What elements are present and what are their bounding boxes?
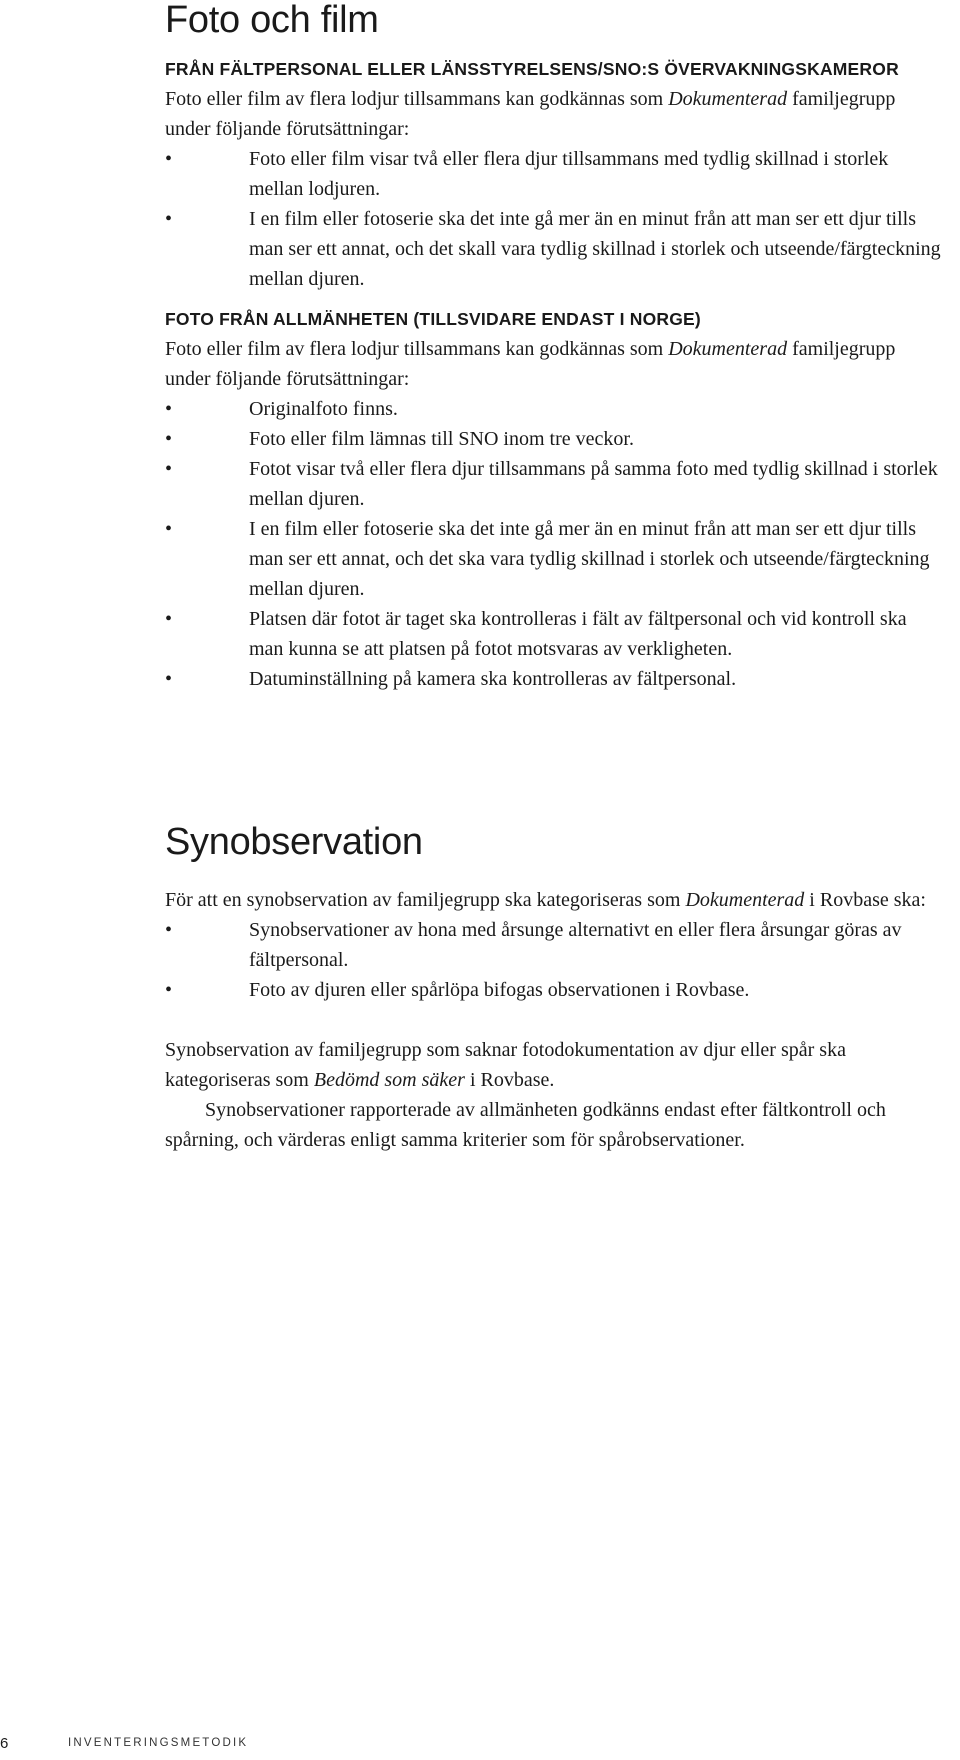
- list-item: • I en film eller fotoserie ska det inte gå mer än en minut från att man ser ett djur tills man ser ett annat, och det ska vara tydlig skillnad i storlek och utseende/färgteckning mellan djuren.: [165, 518, 930, 600]
- subsection-heading: FRÅN FÄLTPERSONAL ELLER LÄNSSTYRELSENS/SNO:S ÖVERVAKNINGSKAMEROR: [165, 59, 899, 79]
- body-paragraph: Synobservation av familjegrupp som saknar fotodokumentation av djur eller spår ska kategoriseras som Bedömd som säker i Rovbase.: [165, 1039, 846, 1091]
- list-item: • Fotot visar två eller flera djur tillsammans på samma foto med tydlig skillnad i storlek mellan djuren.: [165, 458, 938, 510]
- section-title-foto-och-film: Foto och film: [165, 0, 379, 41]
- list-item: • Synobservationer av hona med årsunge alternativt en eller flera årsungar göras av fältpersonal.: [165, 919, 902, 971]
- list-item: • Foto eller film visar två eller flera djur tillsammans med tydlig skillnad i storlek mellan lodjuren.: [165, 148, 889, 200]
- page-number: 6: [0, 1735, 9, 1752]
- list-item: • Foto eller film lämnas till SNO inom tre veckor.: [165, 428, 634, 450]
- list-item: • Platsen där fotot är taget ska kontrolleras i fält av fältpersonal och vid kontroll ska man kunna se att platsen på fotot motsvaras av verkligheten.: [165, 608, 907, 660]
- list-item: • I en film eller fotoserie ska det inte gå mer än en minut från att man ser ett djur tills man ser ett annat, och det skall vara tydlig skillnad i storlek och utseende/färgteckning mellan djuren.: [165, 208, 941, 290]
- list-item: • Foto av djuren eller spårlöpa bifogas observationen i Rovbase.: [165, 979, 750, 1001]
- bullet-list: [165, 144, 945, 294]
- subsection-faltpersonal: [165, 54, 945, 294]
- section-title-synobservation: Synobservation: [165, 821, 423, 863]
- intro-paragraph: Foto eller film av flera lodjur tillsammans kan godkännas som Dokumenterad familjegrupp under följande förutsättningar:: [165, 88, 896, 140]
- subsection-heading: FOTO FRÅN ALLMÄNHETEN (TILLSVIDARE ENDAST I NORGE): [165, 309, 701, 329]
- intro-paragraph: För att en synobservation av familjegrupp ska kategoriseras som Dokumenterad i Rovbase ska:: [165, 889, 926, 911]
- body-paragraph: Synobservationer rapporterade av allmänheten godkänns endast efter fältkontroll och spårning, och värderas enligt samma kriterier som för spårobservationer.: [165, 1099, 886, 1151]
- list-item: • Datuminställning på kamera ska kontrolleras av fältpersonal.: [165, 668, 737, 690]
- bullet-list: [165, 915, 945, 1005]
- list-item: • Originalfoto finns.: [165, 398, 398, 420]
- footer-title: INVENTERINGSMETODIK: [68, 1737, 249, 1749]
- intro-paragraph: Foto eller film av flera lodjur tillsammans kan godkännas som Dokumenterad familjegrupp under följande förutsättningar:: [165, 338, 896, 390]
- bullet-list: [165, 394, 945, 694]
- section-synobservation-body: [165, 885, 945, 1155]
- page-footer: [0, 1735, 960, 1755]
- subsection-allmanheten: [165, 304, 945, 694]
